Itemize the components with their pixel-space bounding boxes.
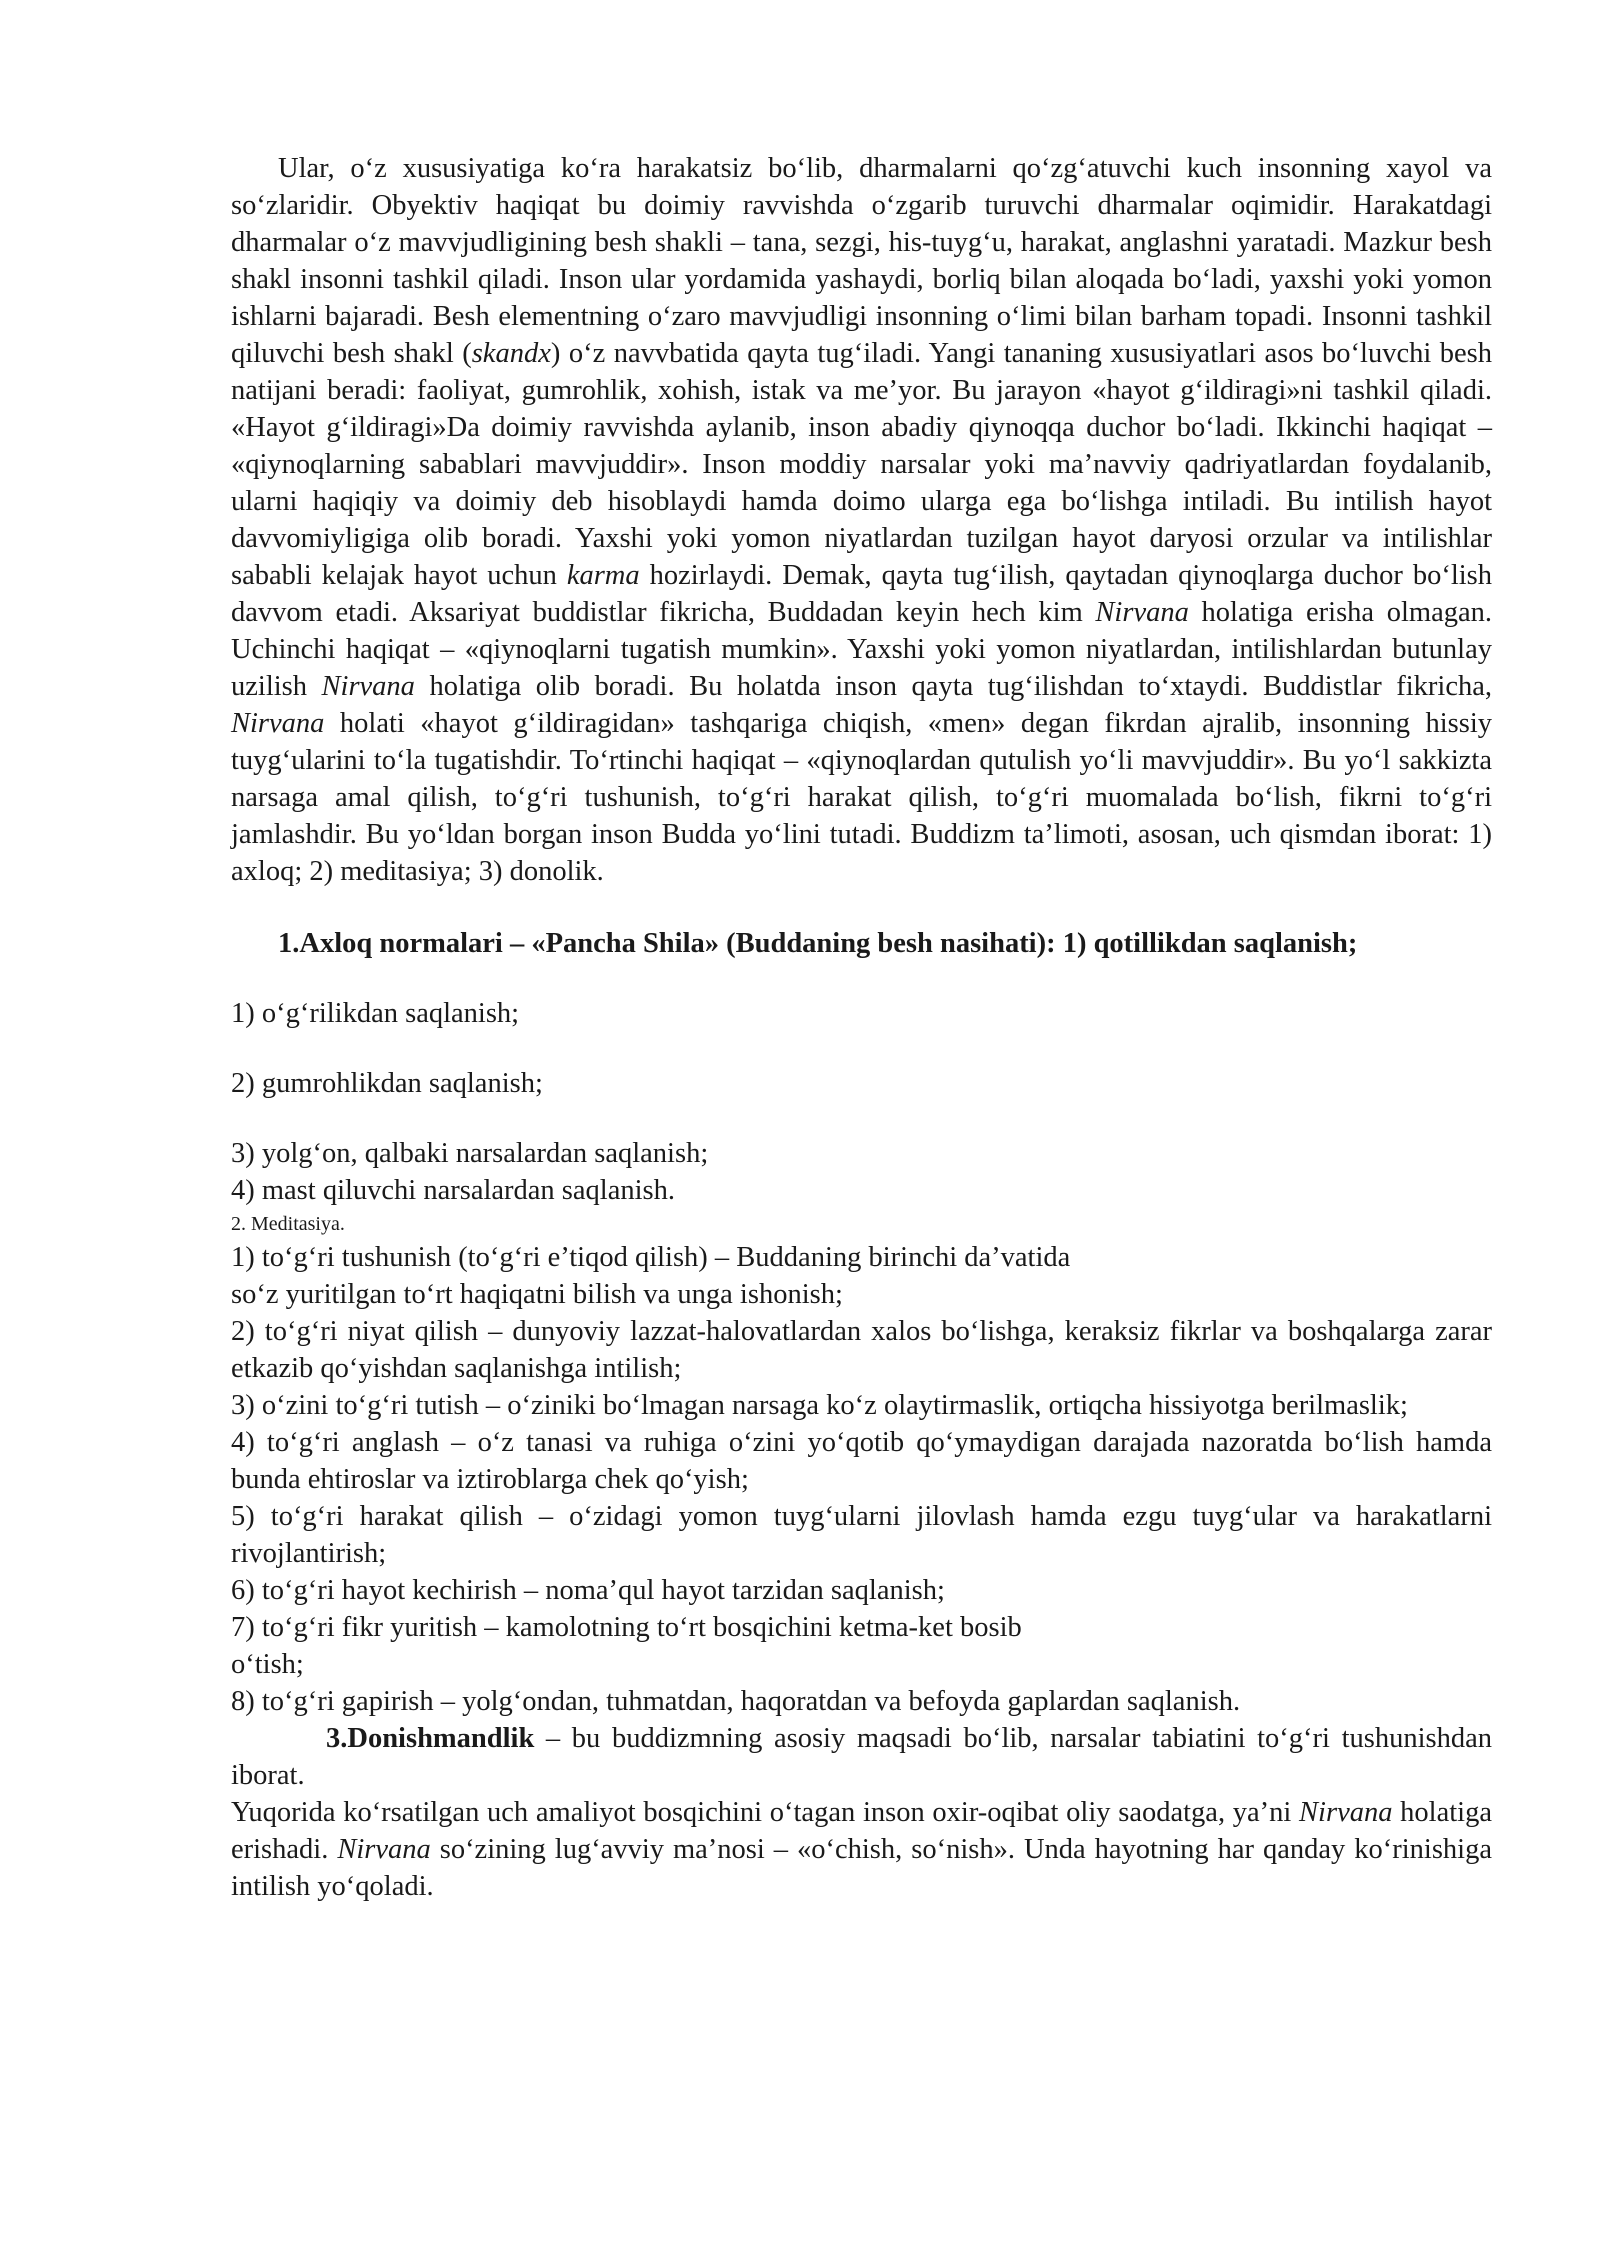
italic-term: karma xyxy=(566,560,640,591)
meditation-item: 5) to‘g‘ri harakat qilish – o‘zidagi yomon tuyg‘ularni jilovlash hamda ezgu tuyg‘ular va harakatlarni rivojlantirish; xyxy=(231,1501,1492,1569)
meditation-item: 7) to‘g‘ri fikr yuritish – kamolotning to‘rt bosqichini ketma-ket bosib xyxy=(231,1612,1022,1643)
text-run: holatiga olib boradi. Bu holatda inson qayta tug‘ilishdan to‘xtaydi. Buddistlar fikricha, xyxy=(414,671,1492,702)
meditation-item: 6) to‘g‘ri hayot kechirish – noma’qul hayot tarzidan saqlanish; xyxy=(231,1575,945,1606)
italic-term: skandx xyxy=(471,338,551,369)
text-run: holati «hayot g‘ildiragidan» tashqariga chiqish, «men» degan fikrdan ajralib, insonning hissiy tuyg‘ularini to‘la tugatishdir. To‘rtinchi haqiqat – «qiynoqlardan qutulish yo‘li mavvjuddir». Bu yo‘l sakkizta narsaga amal qilish, to‘g‘ri tushunish, to‘g‘ri harakat qilish, to‘g‘ri muomalada bo‘lish, fikrni to‘g‘ri jamlashdir. Bu yo‘ldan borgan inson Budda yo‘lini tutadi. Buddizm ta’limoti, asosan, uch qismdan iborat: 1) axloq; 2) meditasiya; 3) donolik. xyxy=(231,708,1492,887)
ethics-item: 1) o‘g‘rilikdan saqlanish; xyxy=(231,998,520,1029)
page-content xyxy=(231,150,1492,1905)
italic-term: Nirvana xyxy=(1299,1797,1393,1828)
meditation-item: 2) to‘g‘ri niyat qilish – dunyoviy lazzat-halovatlardan xalos bo‘lishga, keraksiz fikrlar va boshqalarga zarar etkazib qo‘yishdan saqlanishga intilish; xyxy=(231,1316,1492,1384)
text-run: holatiga erishadi. xyxy=(231,1797,1492,1865)
section-heading-ethics: 1.Axloq normalari – «Pancha Shila» (Buddaning besh nasihati): 1) qotillikdan saqlanish; xyxy=(278,928,1358,959)
meditation-item: so‘z yuritilgan to‘rt haqiqatni bilish va unga ishonish; xyxy=(231,1279,843,1310)
text-run: so‘zining lug‘avviy ma’nosi – «o‘chish, so‘nish». Unda hayotning har qanday ko‘rinishiga intilish yo‘qoladi. xyxy=(231,1834,1492,1902)
wisdom-paragraph xyxy=(231,1720,1492,1794)
text-run: hozirlaydi. Demak, qayta tug‘ilish, qaytadan qiynoqlarga duchor bo‘lish davvom etadi. Aksariyat buddistlar fikricha, Buddadan keyin hech kim xyxy=(231,560,1493,628)
italic-term: Nirvana xyxy=(231,708,325,739)
italic-term: Nirvana xyxy=(321,671,415,702)
meditation-item: 8) to‘g‘ri gapirish – yolg‘ondan, tuhmatdan, haqoratdan va befoyda gaplardan saqlanish. xyxy=(231,1686,1241,1717)
ethics-item: 4) mast qiluvchi narsalardan saqlanish. xyxy=(231,1175,676,1206)
section-heading-meditation: 2. Meditasiya. xyxy=(231,1213,345,1235)
text-run: Yuqorida ko‘rsatilgan uch amaliyot bosqichini o‘tagan inson oxir-oqibat oliy saodatga, ya’ni xyxy=(231,1797,1300,1828)
ethics-item: 3) yolg‘on, qalbaki narsalardan saqlanish; xyxy=(231,1138,709,1169)
meditation-item: 4) to‘g‘ri anglash – o‘z tanasi va ruhiga o‘zini yo‘qotib qo‘ymaydigan darajada nazoratda bo‘lish hamda bunda ehtiroslar va iztiroblarga chek qo‘yish; xyxy=(231,1427,1492,1495)
meditation-item: 3) o‘zini to‘g‘ri tutish – o‘ziniki bo‘lmagan narsaga ko‘z olaytirmaslik, ortiqcha hissiyotga berilmaslik; xyxy=(231,1390,1408,1421)
italic-term: Nirvana xyxy=(337,1834,431,1865)
text-run: holatiga erisha olmagan. Uchinchi haqiqat – «qiynoqlarni tugatish mumkin». Yaxshi yoki yomon niyatlardan, intilishlardan butunlay uzilish xyxy=(231,597,1492,702)
ethics-item: 2) gumrohlikdan saqlanish; xyxy=(231,1068,543,1099)
final-paragraph xyxy=(231,1794,1492,1905)
meditation-item: o‘tish; xyxy=(231,1649,304,1680)
meditation-item: 1) to‘g‘ri tushunish (to‘g‘ri e’tiqod qilish) – Buddaning birinchi da’vatida xyxy=(231,1242,1071,1273)
text-run: ) o‘z navvbatida qayta tug‘iladi. Yangi tananing xususiyatlari asos bo‘luvchi besh natijani beradi: faoliyat, gumrohlik, xohish, istak va me’yor. Bu jarayon «hayot g‘ildiragi»ni tashkil qiladi. «Hayot g‘ildiragi»Da doimiy ravvishda aylanib, inson abadiy qiynoqqa duchor bo‘ladi. Ikkinchi haqiqat – «qiynoqlarning sabablari mavvjuddir». Inson moddiy narsalar yoki ma’navviy qadriyatlardan foydalanib, ularni haqiqiy va doimiy deb hisoblaydi hamda doimo ularga ega bo‘lishga intiladi. Bu intilish hayot davvomiyligiga olib boradi. Yaxshi yoki yomon niyatlardan tuzilgan hayot daryosi orzular va intilishlar sababli kelajak hayot uchun xyxy=(231,338,1492,591)
italic-term: Nirvana xyxy=(1095,597,1189,628)
text-run: Ular, o‘z xususiyatiga ko‘ra harakatsiz bo‘lib, dharmalarni qo‘zg‘atuvchi kuch insonning xayol va so‘zlaridir. Obyektiv haqiqat bu doimiy ravvishda o‘zgarib turuvchi dharmalar oqimidir. Harakatdagi dharmalar o‘z mavvjudligining besh shakli – tana, sezgi, his-tuyg‘u, harakat, anglashni yaratadi. Mazkur besh shakl insonni tashkil qiladi. Inson ular yordamida yashaydi, borliq bilan aloqada bo‘ladi, yaxshi yoki yomon ishlarni bajaradi. Besh elementning o‘zaro mavvjudligi insonning o‘limi bilan barham topadi. Insonni tashkil qiluvchi besh shakl ( xyxy=(231,153,1492,369)
text-run: – bu buddizmning asosiy maqsadi bo‘lib, narsalar tabiatini to‘g‘ri tushunishdan iborat. xyxy=(231,1723,1492,1791)
wisdom-heading: 3.Donishmandlik xyxy=(326,1723,535,1754)
intro-paragraph xyxy=(231,150,1492,890)
